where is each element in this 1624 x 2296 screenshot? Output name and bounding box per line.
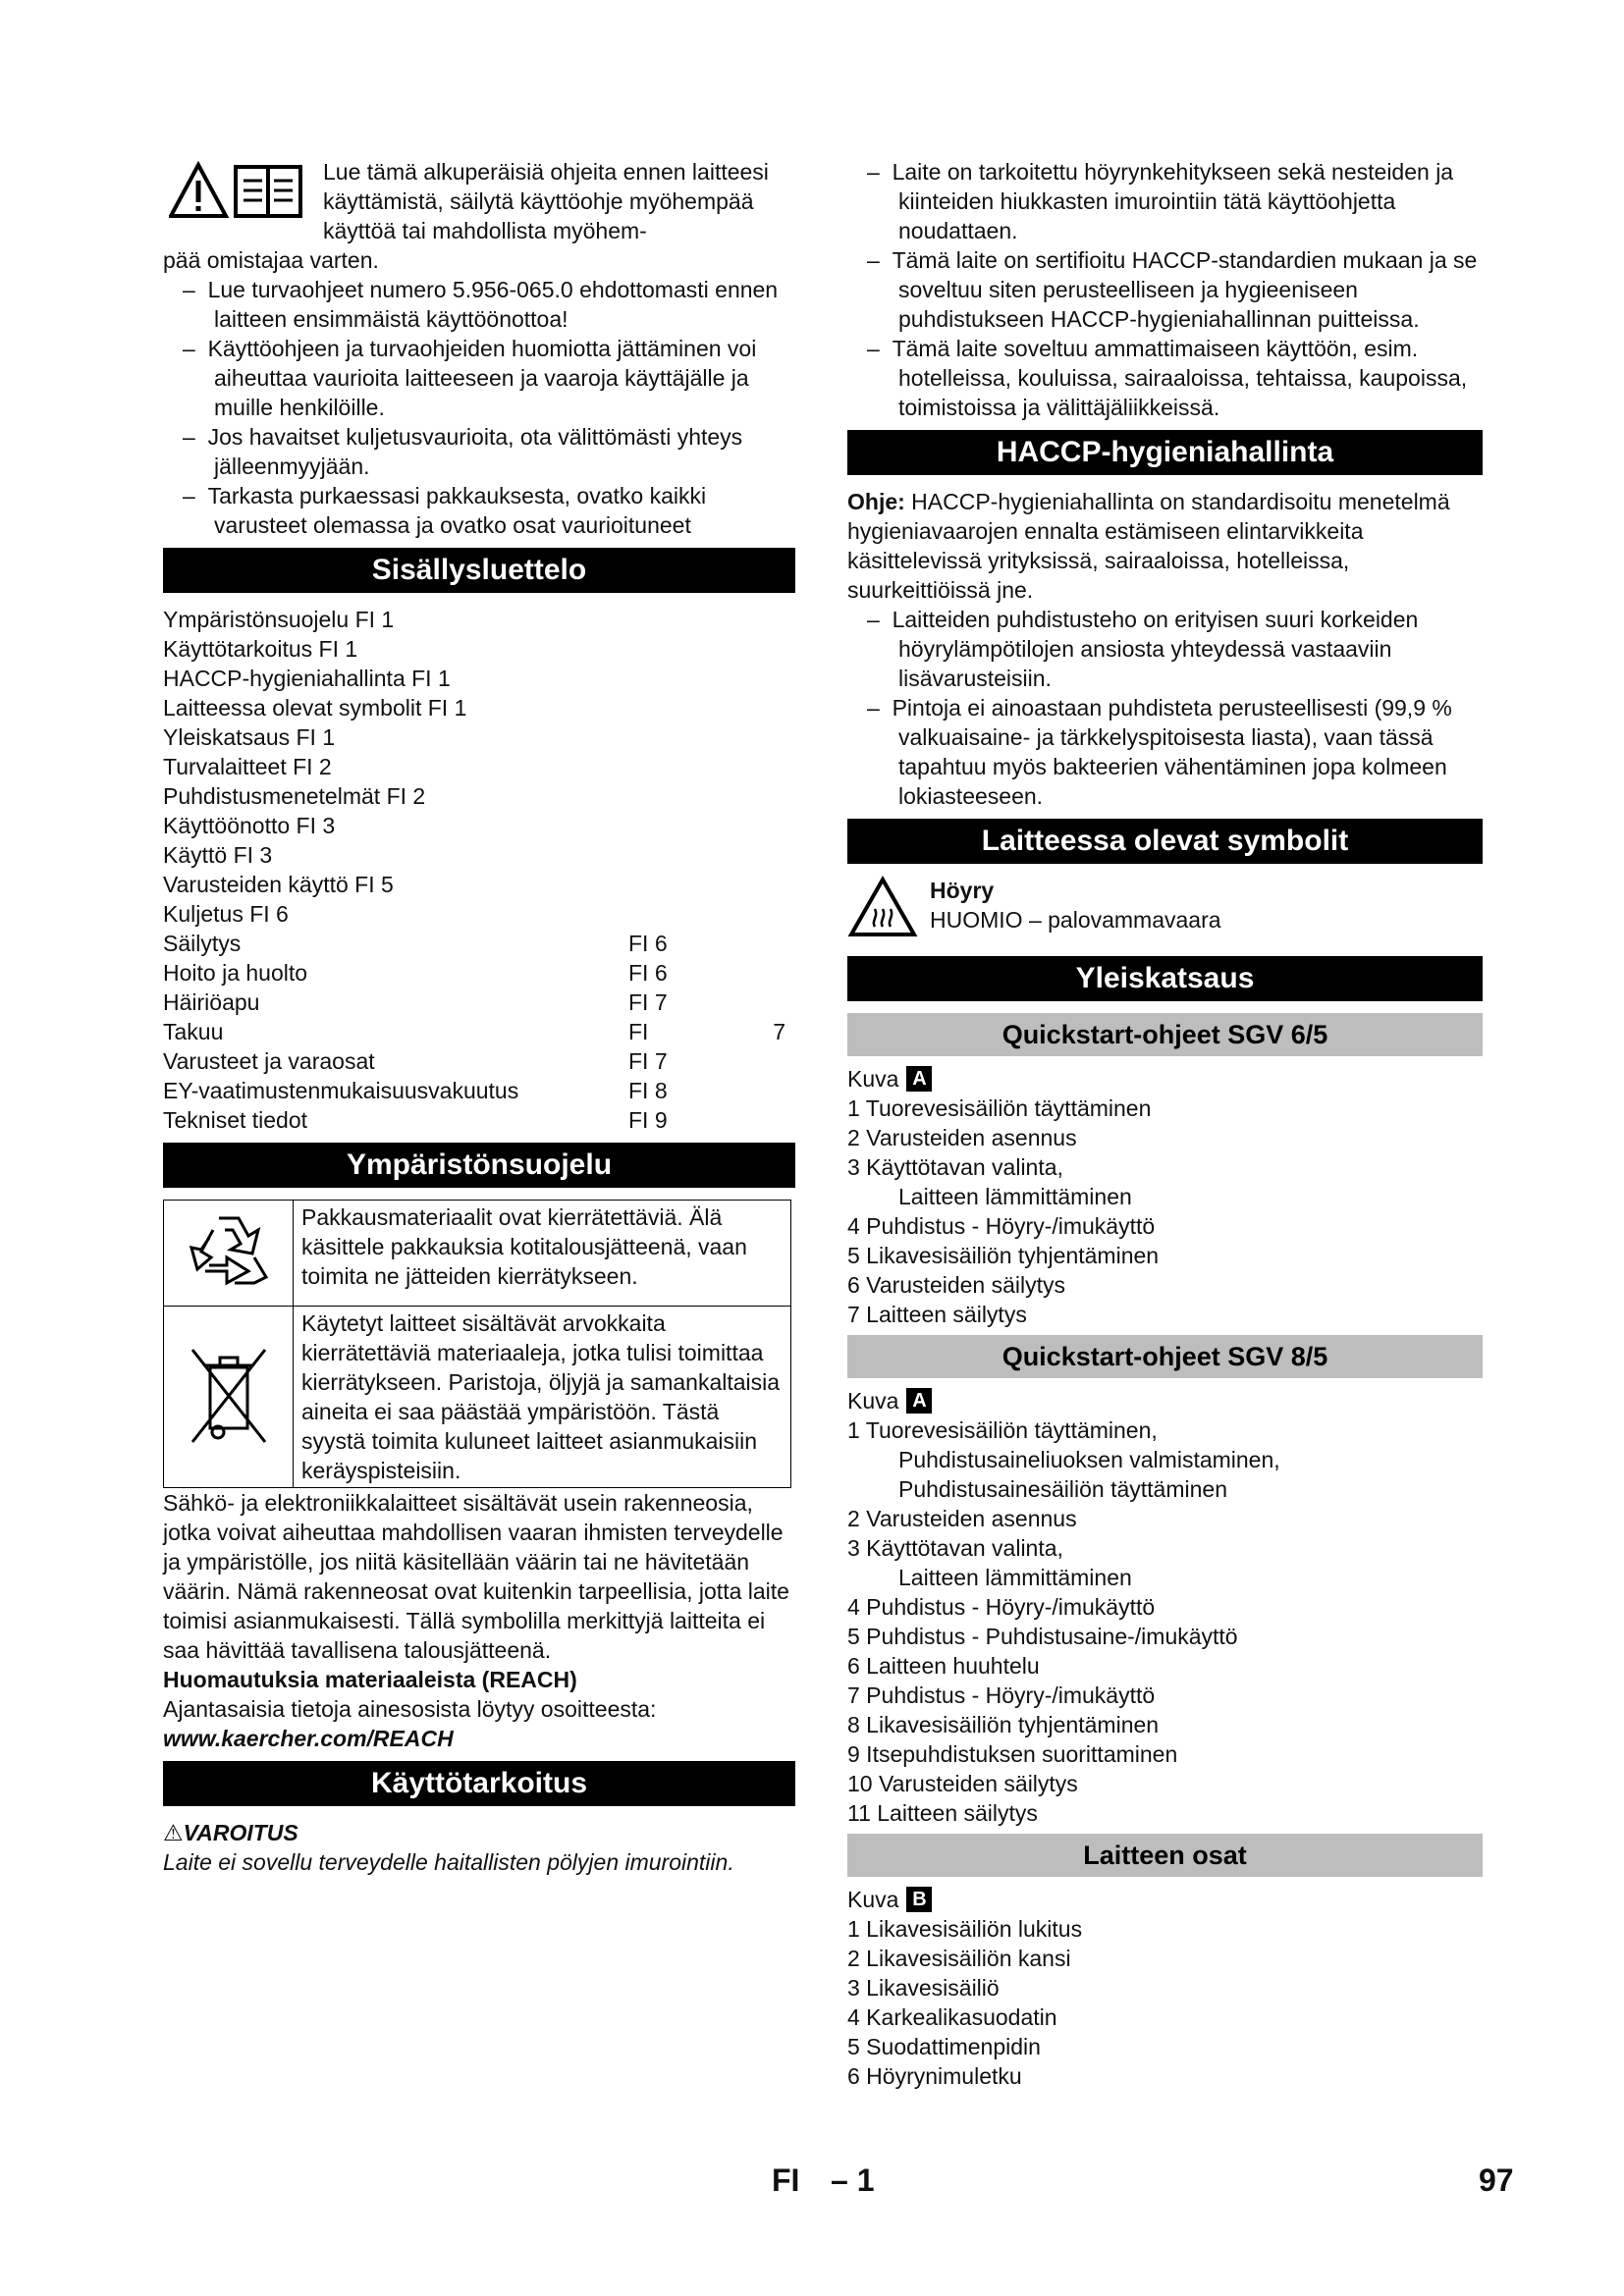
figure-reference: Kuva A (847, 1064, 1483, 1094)
list-item: Puhdistusaineliuoksen valmistaminen, (898, 1447, 1280, 1472)
list-item: Puhdistusainesäiliön täyttäminen (898, 1476, 1227, 1502)
list-item: 5 Suodattimenpidin (847, 2034, 1041, 2059)
list-item: 6 Laitteen huuhtelu (847, 1653, 1040, 1679)
list-item: 6 Varusteiden säilytys (847, 1272, 1066, 1298)
haccp-note: Ohje: HACCP-hygieniahallinta on standardisoitu menetelmä hygieniavaarojen ennalta estämiseen elintarvikkeita käsittelevissä yrityksissä, sairaaloissa, hotelleissa, suurkeittiöissä jne. (847, 489, 1450, 603)
figure-a-badge: A (906, 1066, 932, 1092)
footer-page-number: 97 (1479, 2163, 1514, 2198)
manual-book-icon (236, 167, 300, 216)
reach-link[interactable]: www.kaercher.com/REACH (163, 1726, 454, 1751)
reach-heading: Huomautuksia materiaaleista (REACH) (163, 1667, 577, 1692)
list-item: Laitteen lämmittäminen (898, 1565, 1132, 1590)
quickstart-sgv85-list (847, 1415, 1483, 1828)
list-item: 10 Varusteiden säilytys (847, 1771, 1078, 1796)
list-item: – Tämä laite on sertifioitu HACCP-standardien mukaan ja se soveltuu siten perusteelliseen ja hygieeniseen puhdistukseen HACCP-hygieniahallinnan puitteissa. (847, 245, 1483, 334)
intro-block (163, 157, 795, 275)
toc-entry[interactable]: Varusteet ja varaosat FI 7 (163, 1048, 668, 1074)
packaging-recycling-text: Pakkausmateriaalit ovat kierrätettäviä. Älä käsittele pakkauksia kotitalousjätteenä, vaan toimita ne jätteiden kierrätykseen. (294, 1201, 791, 1307)
list-item: 1 Tuorevesisäiliön täyttäminen (847, 1095, 1152, 1121)
recycling-icon (180, 1201, 278, 1299)
list-item: 6 Höyrynimuletku (847, 2063, 1022, 2089)
environment-table (163, 1200, 791, 1488)
section-heading-haccp: HACCP-hygieniahallinta (847, 430, 1483, 475)
list-item: 3 Likavesisäiliö (847, 1975, 1000, 2001)
symbol-text: HUOMIO – palovammavaara (930, 907, 1221, 933)
toc-entry[interactable]: Käyttötarkoitus FI 1 (163, 636, 358, 662)
toc-entry[interactable]: Säilytys FI 6 (163, 931, 668, 956)
read-manual-warning (169, 161, 306, 229)
list-item: 8 Likavesisäiliön tyhjentäminen (847, 1712, 1160, 1737)
table-of-contents (163, 605, 795, 1135)
list-item: – Jos havaitset kuljetusvaurioita, ota välittömästi yhteys jälleenmyyjään. (163, 422, 795, 481)
list-item: 7 Laitteen säilytys (847, 1302, 1027, 1327)
warning-triangle-icon (169, 161, 306, 222)
section-heading-symbols: Laitteessa olevat symbolit (847, 819, 1483, 864)
used-devices-text: Käytetyt laitteet sisältävät arvokkaita kierrätettäviä materiaaleja, jotka tulisi toimittaa kierrätykseen. Paristoja, öljyjä ja samankaltaisia aineita ei saa päästää ympäristöön. Tästä syystä toimita kuluneet laitteet asianmukaisiin keräyspisteisiin. (294, 1307, 791, 1488)
figure-a-badge: A (906, 1388, 932, 1414)
list-item: 4 Puhdistus - Höyry-/imukäyttö (847, 1213, 1156, 1239)
device-parts-list (847, 1914, 1483, 2091)
steam-symbol-row (847, 876, 1483, 938)
device-parts-heading: Laitteen osat (847, 1834, 1483, 1877)
list-item: – Laite on tarkoitettu höyrynkehitykseen sekä nesteiden ja kiinteiden hiukkasten imurointiin tätä käyttöohjetta noudattaen. (847, 157, 1483, 245)
list-item: 1 Likavesisäiliön lukitus (847, 1916, 1083, 1942)
intended-use-list (847, 157, 1483, 422)
list-item: 2 Likavesisäiliön kansi (847, 1946, 1071, 1971)
quickstart-sgv65-heading: Quickstart-ohjeet SGV 6/5 (847, 1013, 1483, 1056)
list-item: 1 Tuorevesisäiliön täyttäminen, (847, 1417, 1158, 1443)
toc-entry[interactable]: HACCP-hygieniahallinta FI 1 (163, 666, 451, 691)
toc-entry[interactable]: Laitteessa olevat symbolit FI 1 (163, 695, 467, 721)
left-column (163, 157, 795, 1877)
symbol-name: Höyry (930, 878, 995, 903)
toc-entry[interactable]: Yleiskatsaus FI 1 (163, 724, 336, 750)
electronics-paragraph: Sähkö- ja elektroniikkalaitteet sisältävät usein rakenneosia, jotka voivat aiheuttaa mahdollisen vaaran ihmisten terveydelle ja ympäristölle, jos niitä käsitellään väärin tai ne hävitetään väärin. Nämä rakenneosat ovat kuitenkin tarpeellisia, jotta laite toimisi asianmukaisesti. Tällä symbolilla merkittyjä laitteita ei saa hävittää tavallisena talousjätteenä. (163, 1490, 789, 1663)
toc-entry[interactable]: Puhdistusmenetelmät FI 2 (163, 783, 426, 809)
list-item: – Pintoja ei ainoastaan puhdisteta perusteellisesti (99,9 % valkuaisaine- ja tärkkelyspitoisesta liasta), vaan tässä tapahtuu myös bakteerien vähentäminen jopa kolmeen lokiasteeseen. (847, 693, 1483, 811)
hot-steam-warning-icon (847, 876, 918, 938)
haccp-list (847, 605, 1483, 811)
list-item: 11 Laitteen säilytys (847, 1800, 1038, 1826)
toc-entry[interactable]: Takuu FI 7 (163, 1019, 785, 1044)
list-item: 3 Käyttötavan valinta, (847, 1154, 1063, 1180)
list-item: 2 Varusteiden asennus (847, 1506, 1077, 1531)
list-item: 3 Käyttötavan valinta, (847, 1535, 1063, 1561)
right-column (847, 157, 1483, 2091)
toc-entry[interactable]: Varusteiden käyttö FI 5 (163, 872, 394, 897)
toc-entry[interactable]: Kuljetus FI 6 (163, 901, 289, 927)
toc-entry[interactable]: Ympäristönsuojelu FI 1 (163, 607, 395, 632)
warning-small-icon: ⚠ (163, 1820, 184, 1845)
list-item: – Lue turvaohjeet numero 5.956-065.0 ehdottomasti ennen laitteen ensimmäistä käyttöönottoa! (163, 275, 795, 334)
intro-tail: pää omistajaa varten. (163, 247, 379, 273)
figure-b-badge: B (906, 1887, 932, 1912)
list-item: 4 Karkealikasuodatin (847, 2004, 1057, 2030)
section-heading-overview: Yleiskatsaus (847, 956, 1483, 1001)
toc-entry[interactable]: Hoito ja huolto FI 6 (163, 960, 668, 986)
recycling-icon-cell (164, 1201, 294, 1307)
symbol-description (930, 876, 1221, 938)
list-item: Laitteen lämmittäminen (898, 1184, 1132, 1209)
list-item: – Laitteiden puhdistusteho on erityisen suuri korkeiden höyrylämpötilojen ansiosta yhteydessä vastaaviin lisävarusteisiin. (847, 605, 1483, 693)
list-item: 5 Puhdistus - Puhdistusaine-/imukäyttö (847, 1624, 1238, 1649)
toc-entry[interactable]: EY-vaatimustenmukaisuusvakuutus FI 8 (163, 1078, 668, 1103)
list-item: – Tämä laite soveltuu ammattimaiseen käyttöön, esim. hotelleissa, kouluissa, sairaaloissa, tehtaissa, kaupoissa, toimistoissa ja välittäjäliikkeissä. (847, 334, 1483, 422)
section-heading-intended-use: Käyttötarkoitus (163, 1761, 795, 1806)
quickstart-sgv65-list (847, 1094, 1483, 1329)
reach-text: Ajantasaisia tietoja ainesosista löytyy osoitteesta: (163, 1696, 657, 1722)
list-item: – Käyttöohjeen ja turvaohjeiden huomiotta jättäminen voi aiheuttaa vaurioita laitteeseen ja vaaroja käyttäjälle ja muille henkilöille. (163, 334, 795, 422)
toc-entry[interactable]: Tekniset tiedot FI 9 (163, 1107, 668, 1133)
toc-entry[interactable]: Käyttö FI 3 (163, 842, 273, 868)
intro-text: Lue tämä alkuperäisiä ohjeita ennen laitteesi käyttämistä, säilytä käyttöohje myöhempää käyttöä tai mahdollista myöhem- (323, 159, 769, 243)
toc-entry[interactable]: Turvalaitteet FI 2 (163, 754, 332, 779)
warning-text: Laite ei sovellu terveydelle haitallisten pölyjen imurointiin. (163, 1849, 734, 1875)
toc-entry[interactable]: Käyttöönotto FI 3 (163, 813, 336, 838)
list-item: 4 Puhdistus - Höyry-/imukäyttö (847, 1594, 1156, 1620)
section-heading-environment: Ympäristönsuojelu (163, 1143, 795, 1188)
list-item: – Tarkasta purkaessasi pakkauksesta, ovatko kaikki varusteet olemassa ja ovatko osat vaurioituneet (163, 481, 795, 540)
quickstart-sgv85-heading: Quickstart-ohjeet SGV 8/5 (847, 1335, 1483, 1378)
crossed-bin-icon (185, 1340, 273, 1448)
list-item: 9 Itsepuhdistuksen suorittaminen (847, 1741, 1178, 1767)
section-heading-toc: Sisällysluettelo (163, 548, 795, 593)
toc-entry[interactable]: Häiriöapu FI 7 (163, 989, 668, 1015)
list-item: 5 Likavesisäiliön tyhjentäminen (847, 1243, 1160, 1268)
footer-local-page: – 1 (831, 2163, 875, 2198)
list-item: 7 Puhdistus - Höyry-/imukäyttö (847, 1682, 1156, 1708)
figure-reference: Kuva A (847, 1386, 1483, 1415)
weee-icon-cell (164, 1307, 294, 1488)
intro-list (163, 275, 795, 540)
warning-heading: ⚠VAROITUS (163, 1820, 298, 1845)
list-item: 2 Varusteiden asennus (847, 1125, 1077, 1150)
figure-reference: Kuva B (847, 1885, 1483, 1914)
footer-language: FI (772, 2163, 800, 2198)
